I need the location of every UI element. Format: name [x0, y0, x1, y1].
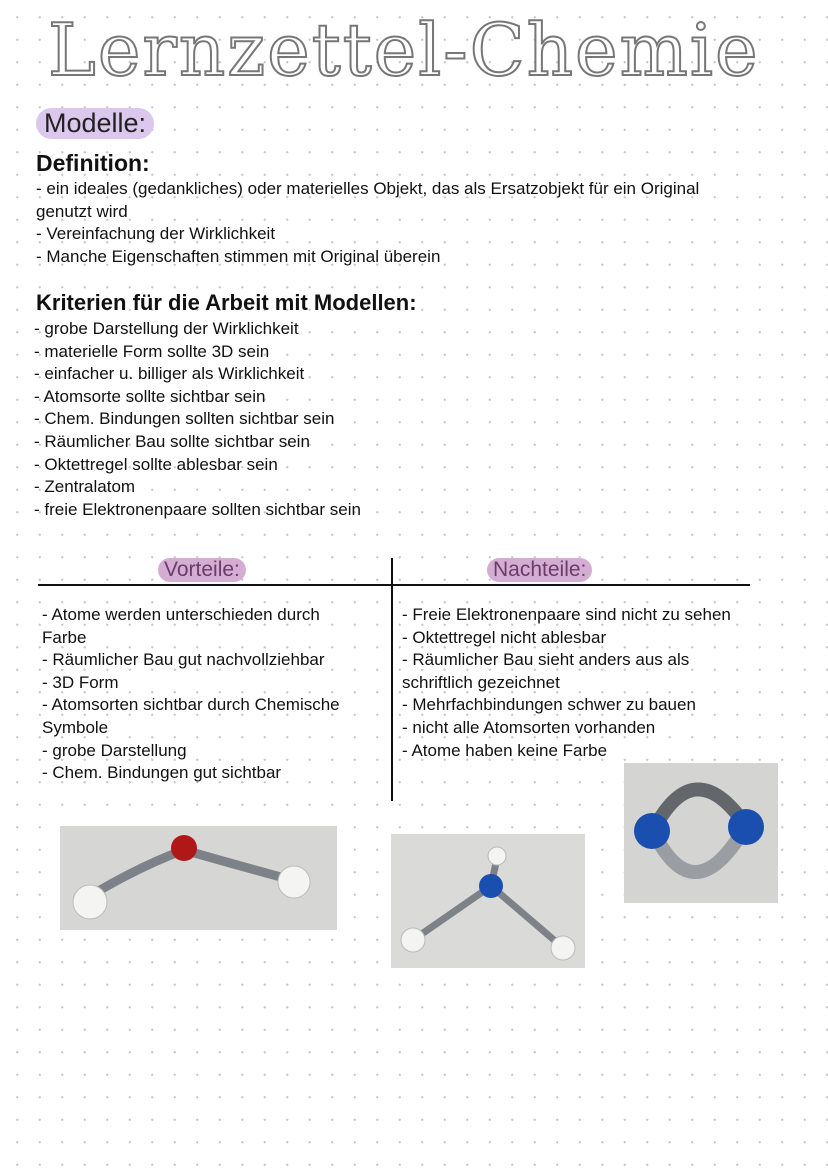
- list-item: - Manche Eigenschaften stimmen mit Original überein: [36, 246, 441, 266]
- definition-list: [36, 178, 699, 268]
- vorteile-header: Vorteile:: [158, 558, 246, 582]
- criteria-list: [34, 318, 361, 521]
- nachteile-list: [402, 604, 731, 762]
- nitrogen-atom-icon: [479, 874, 503, 898]
- water-model-photo: [60, 826, 337, 930]
- double-bond-model-photo: [624, 763, 778, 903]
- list-item: genutzt wird: [36, 201, 128, 221]
- list-item: - Räumlicher Bau sieht anders aus als: [402, 650, 690, 670]
- list-item: - Atome werden unterschieden durch: [42, 605, 320, 624]
- list-item: - grobe Darstellung: [42, 740, 187, 760]
- list-item: schriftlich gezeichnet: [402, 672, 560, 692]
- list-item: - ein ideales (gedankliches) oder materielles Objekt, das als Ersatzobjekt für ein Original: [36, 179, 700, 198]
- list-item: - einfacher u. billiger als Wirklichkeit: [34, 364, 305, 384]
- list-item: - Zentralatom: [34, 477, 136, 497]
- list-item: Farbe: [42, 627, 87, 647]
- list-item: - Atome haben keine Farbe: [402, 740, 608, 760]
- list-item: - Räumlicher Bau gut nachvollziehbar: [42, 650, 325, 670]
- list-item: - materielle Form sollte 3D sein: [34, 341, 270, 361]
- criteria-heading: Kriterien für die Arbeit mit Modellen:: [36, 290, 417, 315]
- section-heading: Modelle:: [36, 108, 154, 139]
- list-item: - Oktettregel sollte ablesbar sein: [34, 454, 278, 474]
- list-item: - Vereinfachung der Wirklichkeit: [36, 224, 276, 244]
- nachteile-header: Nachteile:: [487, 558, 592, 582]
- list-item: - freie Elektronenpaare sollten sichtbar sein: [34, 499, 361, 519]
- list-item: Symbole: [42, 717, 109, 737]
- table-divider-horizontal: [38, 584, 750, 586]
- list-item: - Chem. Bindungen gut sichtbar: [42, 763, 282, 783]
- oxygen-atom-icon: [171, 835, 197, 861]
- vorteile-list: [42, 604, 340, 785]
- list-item: - nicht alle Atomsorten vorhanden: [402, 717, 656, 737]
- list-item: - Atomsorte sollte sichtbar sein: [34, 386, 266, 406]
- list-item: - Räumlicher Bau sollte sichtbar sein: [34, 431, 310, 451]
- list-item: - Freie Elektronenpaare sind nicht zu sehen: [402, 605, 731, 624]
- ammonia-model-photo: [391, 834, 585, 968]
- page-title: Lernzettel-Chemie: [48, 8, 760, 92]
- list-item: - 3D Form: [42, 672, 119, 692]
- definition-heading: Definition:: [36, 150, 150, 176]
- list-item: - Chem. Bindungen sollten sichtbar sein: [34, 409, 335, 429]
- list-item: - grobe Darstellung der Wirklichkeit: [34, 319, 299, 338]
- list-item: - Mehrfachbindungen schwer zu bauen: [402, 695, 696, 715]
- table-divider-vertical: [391, 558, 393, 801]
- list-item: - Atomsorten sichtbar durch Chemische: [42, 695, 340, 715]
- list-item: - Oktettregel nicht ablesbar: [402, 627, 607, 647]
